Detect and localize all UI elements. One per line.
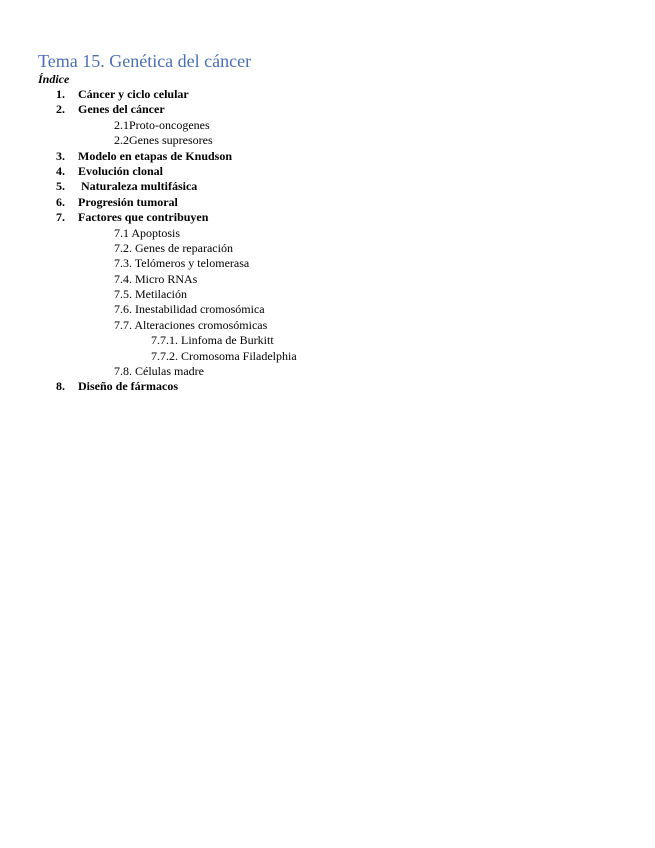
toc-item-number: 1. [56,87,65,101]
toc-item-label: Cáncer y ciclo celular [78,87,189,101]
toc-item-7-7-2 [0,349,655,364]
toc-item-label: Evolución clonal [78,163,164,178]
index-heading: Índice [38,72,70,86]
toc-item-label: Progresión tumoral [78,194,178,209]
toc-item-number: 5. [56,179,65,194]
toc-item-2-2 [0,133,655,148]
toc-item-3 [0,149,655,164]
toc-item-2-1 [0,118,655,133]
toc-item-label: Naturaleza multifásica [78,179,198,194]
toc-subsubitem-label: 7.7.1. Linfoma de Burkitt [151,333,274,348]
toc-item-7 [0,210,655,225]
toc-item-label: Diseño de fármacos [78,379,178,394]
toc-subitem-label: 7.1 Apoptosis [114,225,181,240]
toc-item-number: 6. [56,194,65,209]
toc-item-7-1 [0,226,655,241]
toc-subitem-label: 2.2Genes supresores [114,133,213,148]
toc-item-7-7-1 [0,333,655,348]
toc-item-label: Genes del cáncer [78,102,165,117]
toc-subsubitem-label: 7.7.2. Cromosoma Filadelphia [151,348,297,363]
toc-item-label: Modelo en etapas de Knudson [78,148,233,163]
toc-subitem-label: 2.1Proto-oncogenes [114,117,210,132]
toc-subitem-label: 7.4. Micro RNAs [114,271,198,286]
toc-subitem-label: 7.3. Telómeros y telomerasa [114,256,250,271]
toc-subitem-label: 7.7. Alteraciones cromosómicas [114,317,268,332]
toc-item-1 [0,87,655,102]
toc-item-7-4 [0,272,655,287]
table-of-contents [0,87,655,395]
toc-item-4 [0,164,655,179]
toc-item-number: 7. [56,210,65,225]
toc-item-number: 2. [56,102,65,117]
toc-item-7-3 [0,256,655,271]
toc-item-7-7 [0,318,655,333]
toc-item-7-5 [0,287,655,302]
toc-item-number: 8. [56,379,65,394]
toc-subitem-label: 7.8. Células madre [114,364,204,379]
toc-item-number: 4. [56,163,65,178]
toc-item-label: Factores que contribuyen [78,210,209,225]
toc-item-7-8 [0,364,655,379]
toc-subitem-label: 7.6. Inestabilidad cromosómica [114,302,265,317]
toc-item-7-2 [0,241,655,256]
toc-item-number: 3. [56,148,65,163]
toc-item-2 [0,102,655,117]
toc-item-5 [0,179,655,194]
toc-item-7-6 [0,302,655,317]
toc-item-6 [0,195,655,210]
toc-item-8 [0,379,655,394]
toc-subitem-label: 7.5. Metilación [114,287,187,302]
page-title: Tema 15. Genética del cáncer [38,51,252,71]
toc-subitem-label: 7.2. Genes de reparación [114,240,233,255]
